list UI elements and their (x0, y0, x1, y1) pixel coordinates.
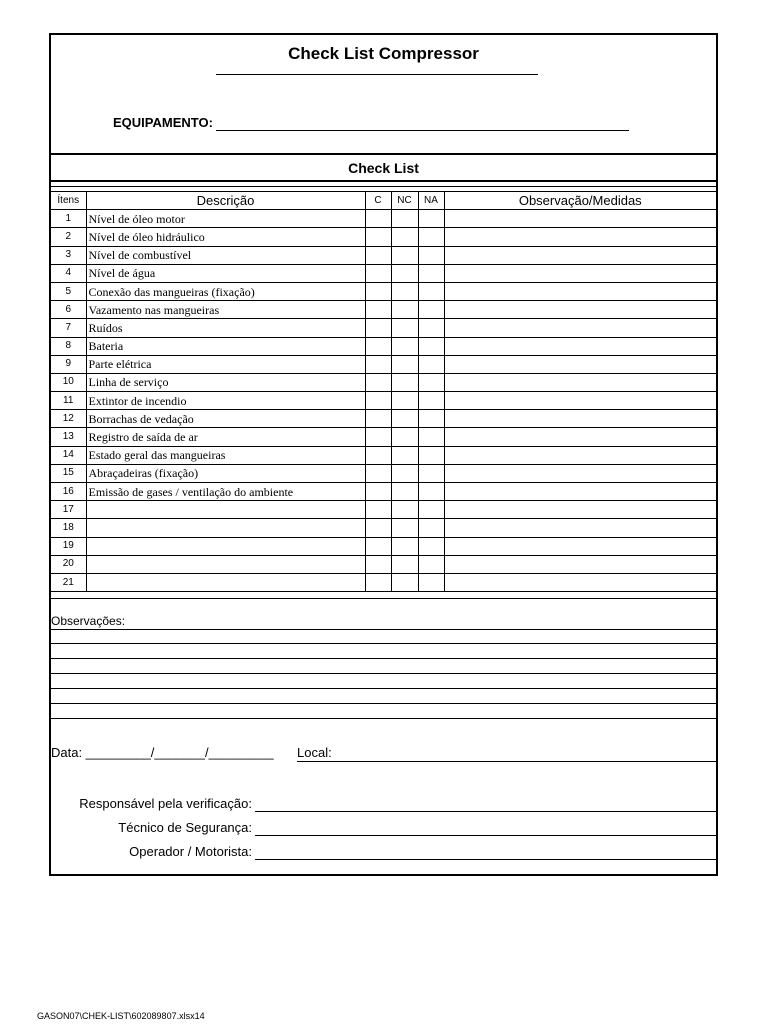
observation-cell[interactable] (444, 483, 716, 501)
check-na-cell[interactable] (418, 337, 444, 355)
col-header-na: NA (418, 192, 444, 210)
item-description: Parte elétrica (86, 355, 365, 373)
item-number: 7 (51, 319, 86, 337)
check-na-cell[interactable] (418, 555, 444, 573)
divider (51, 186, 716, 187)
check-na-cell[interactable] (418, 483, 444, 501)
check-c-cell[interactable] (365, 373, 391, 391)
check-nc-cell[interactable] (391, 446, 418, 464)
item-number: 19 (51, 537, 86, 555)
divider (51, 180, 716, 182)
item-number: 6 (51, 301, 86, 319)
divider (51, 153, 716, 155)
check-c-cell[interactable] (365, 301, 391, 319)
observation-line[interactable] (51, 703, 716, 704)
col-header-items: Ítens (51, 192, 86, 210)
table-row (51, 410, 716, 428)
check-c-cell[interactable] (365, 483, 391, 501)
item-description: Registro de saída de ar (86, 428, 365, 446)
table-row (51, 519, 716, 537)
check-nc-cell[interactable] (391, 337, 418, 355)
check-nc-cell[interactable] (391, 428, 418, 446)
table-row (51, 464, 716, 482)
check-nc-cell[interactable] (391, 483, 418, 501)
observation-cell[interactable] (444, 373, 716, 391)
table-row (51, 337, 716, 355)
check-na-cell[interactable] (418, 410, 444, 428)
responsible-label: Responsável pela verificação: (79, 796, 252, 811)
item-number: 11 (51, 392, 86, 410)
check-na-cell[interactable] (418, 428, 444, 446)
observation-cell[interactable] (444, 246, 716, 264)
observation-cell[interactable] (444, 282, 716, 300)
local-field[interactable] (297, 761, 716, 762)
item-number: 17 (51, 501, 86, 519)
item-description: Nível de óleo motor (86, 210, 365, 228)
observation-line[interactable] (51, 673, 716, 674)
check-na-cell[interactable] (418, 464, 444, 482)
item-number: 21 (51, 573, 86, 591)
observation-cell[interactable] (444, 210, 716, 228)
check-nc-cell[interactable] (391, 501, 418, 519)
check-c-cell[interactable] (365, 555, 391, 573)
observation-cell[interactable] (444, 519, 716, 537)
check-nc-cell[interactable] (391, 228, 418, 246)
check-na-cell[interactable] (418, 264, 444, 282)
check-nc-cell[interactable] (391, 373, 418, 391)
item-description: Linha de serviço (86, 373, 365, 391)
item-number: 16 (51, 483, 86, 501)
table-row (51, 246, 716, 264)
observation-line[interactable] (51, 643, 716, 644)
check-nc-cell[interactable] (391, 519, 418, 537)
item-number: 8 (51, 337, 86, 355)
table-row (51, 537, 716, 555)
item-number: 10 (51, 373, 86, 391)
observation-line[interactable] (51, 629, 716, 630)
item-description: Nível de óleo hidráulico (86, 228, 365, 246)
item-number: 3 (51, 246, 86, 264)
observation-cell[interactable] (444, 464, 716, 482)
item-description: Estado geral das mangueiras (86, 446, 365, 464)
observation-cell[interactable] (444, 355, 716, 373)
check-c-cell[interactable] (365, 464, 391, 482)
check-na-cell[interactable] (418, 519, 444, 537)
check-na-cell[interactable] (418, 373, 444, 391)
title-underline (216, 74, 538, 75)
item-description (86, 555, 365, 573)
check-c-cell[interactable] (365, 519, 391, 537)
check-c-cell[interactable] (365, 392, 391, 410)
item-description: Vazamento nas mangueiras (86, 301, 365, 319)
item-number: 1 (51, 210, 86, 228)
responsible-field[interactable] (255, 811, 716, 812)
observation-cell[interactable] (444, 446, 716, 464)
observation-cell[interactable] (444, 264, 716, 282)
observation-cell[interactable] (444, 537, 716, 555)
item-description: Borrachas de vedação (86, 410, 365, 428)
table-row (51, 319, 716, 337)
check-c-cell[interactable] (365, 537, 391, 555)
observation-cell[interactable] (444, 428, 716, 446)
item-number: 2 (51, 228, 86, 246)
check-na-cell[interactable] (418, 282, 444, 300)
check-c-cell[interactable] (365, 264, 391, 282)
table-row (51, 282, 716, 300)
item-description (86, 573, 365, 591)
item-number: 18 (51, 519, 86, 537)
checklist-form (49, 33, 718, 876)
item-number: 14 (51, 446, 86, 464)
observation-cell[interactable] (444, 228, 716, 246)
equipment-field[interactable] (216, 130, 629, 131)
col-header-observation: Observação/Medidas (444, 192, 716, 210)
observation-cell[interactable] (444, 501, 716, 519)
safety-tech-label: Técnico de Segurança: (118, 820, 252, 835)
col-header-description: Descrição (86, 192, 365, 210)
check-na-cell[interactable] (418, 392, 444, 410)
check-c-cell[interactable] (365, 501, 391, 519)
observation-line[interactable] (51, 658, 716, 659)
item-number: 12 (51, 410, 86, 428)
check-nc-cell[interactable] (391, 301, 418, 319)
check-c-cell[interactable] (365, 210, 391, 228)
item-number: 13 (51, 428, 86, 446)
observation-cell[interactable] (444, 392, 716, 410)
check-nc-cell[interactable] (391, 573, 418, 591)
check-nc-cell[interactable] (391, 319, 418, 337)
check-na-cell[interactable] (418, 446, 444, 464)
table-row (51, 446, 716, 464)
item-description: Nível de água (86, 264, 365, 282)
check-c-cell[interactable] (365, 282, 391, 300)
observation-cell[interactable] (444, 319, 716, 337)
check-c-cell[interactable] (365, 355, 391, 373)
item-number: 4 (51, 264, 86, 282)
check-c-cell[interactable] (365, 319, 391, 337)
observation-cell[interactable] (444, 301, 716, 319)
table-row (51, 228, 716, 246)
check-nc-cell[interactable] (391, 246, 418, 264)
check-na-cell[interactable] (418, 301, 444, 319)
check-nc-cell[interactable] (391, 282, 418, 300)
check-na-cell[interactable] (418, 210, 444, 228)
item-description: Extintor de incendio (86, 392, 365, 410)
check-c-cell[interactable] (365, 246, 391, 264)
check-c-cell[interactable] (365, 428, 391, 446)
checklist-table (51, 191, 716, 592)
item-description: Ruídos (86, 319, 365, 337)
table-row (51, 555, 716, 573)
observation-cell[interactable] (444, 337, 716, 355)
check-c-cell[interactable] (365, 337, 391, 355)
table-row (51, 264, 716, 282)
check-na-cell[interactable] (418, 537, 444, 555)
col-header-nc: NC (391, 192, 418, 210)
page-footer: GASON07\CHEK-LIST\602089807.xlsx14 (37, 1011, 205, 1021)
operator-field[interactable] (255, 859, 716, 860)
item-description: Bateria (86, 337, 365, 355)
check-c-cell[interactable] (365, 446, 391, 464)
form-title: Check List Compressor (288, 44, 479, 63)
check-nc-cell[interactable] (391, 555, 418, 573)
check-c-cell[interactable] (365, 410, 391, 428)
check-nc-cell[interactable] (391, 264, 418, 282)
table-row (51, 501, 716, 519)
item-number: 9 (51, 355, 86, 373)
check-nc-cell[interactable] (391, 537, 418, 555)
item-description: Emissão de gases / ventilação do ambiente (86, 483, 365, 501)
table-row (51, 483, 716, 501)
section-title: Check List (348, 160, 419, 176)
check-nc-cell[interactable] (391, 392, 418, 410)
check-na-cell[interactable] (418, 319, 444, 337)
observation-cell[interactable] (444, 573, 716, 591)
observation-line[interactable] (51, 718, 716, 719)
observations-label: Observações: (51, 614, 126, 628)
table-row (51, 355, 716, 373)
item-description: Conexão das mangueiras (fixação) (86, 282, 365, 300)
observation-cell[interactable] (444, 555, 716, 573)
observation-line[interactable] (51, 688, 716, 689)
local-label: Local: (297, 745, 332, 760)
item-description (86, 519, 365, 537)
check-na-cell[interactable] (418, 228, 444, 246)
check-na-cell[interactable] (418, 246, 444, 264)
item-description (86, 537, 365, 555)
equipment-label: EQUIPAMENTO: (113, 115, 213, 130)
col-header-c: C (365, 192, 391, 210)
item-description (86, 501, 365, 519)
check-c-cell[interactable] (365, 228, 391, 246)
table-row (51, 428, 716, 446)
table-row (51, 392, 716, 410)
check-nc-cell[interactable] (391, 410, 418, 428)
divider (51, 598, 716, 599)
check-na-cell[interactable] (418, 501, 444, 519)
check-nc-cell[interactable] (391, 464, 418, 482)
observation-cell[interactable] (444, 410, 716, 428)
table-row (51, 210, 716, 228)
item-number: 15 (51, 464, 86, 482)
item-description: Abraçadeiras (fixação) (86, 464, 365, 482)
check-nc-cell[interactable] (391, 355, 418, 373)
check-na-cell[interactable] (418, 355, 444, 373)
table-row (51, 373, 716, 391)
item-number: 20 (51, 555, 86, 573)
check-c-cell[interactable] (365, 573, 391, 591)
date-field[interactable]: Data: _________/_______/_________ (51, 745, 274, 760)
item-number: 5 (51, 282, 86, 300)
check-na-cell[interactable] (418, 573, 444, 591)
item-description: Nível de combustível (86, 246, 365, 264)
table-row (51, 573, 716, 591)
table-row (51, 301, 716, 319)
operator-label: Operador / Motorista: (129, 844, 252, 859)
table-header-row (51, 192, 716, 210)
safety-tech-field[interactable] (255, 835, 716, 836)
check-nc-cell[interactable] (391, 210, 418, 228)
